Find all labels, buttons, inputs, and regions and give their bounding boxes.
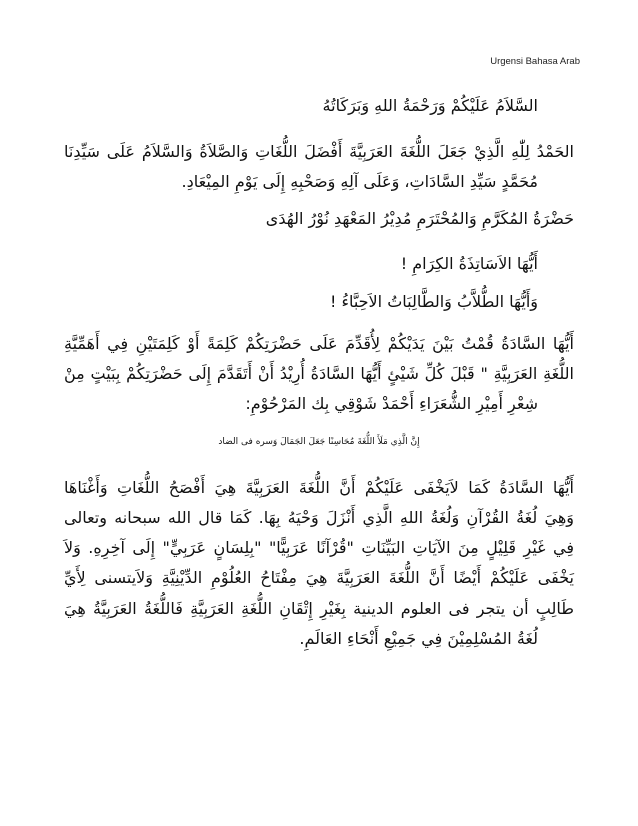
paragraph-1-line-2: اللُّغَةِ العَرَبِيَّةِ " قَبْلَ كُلِّ شَيْئٍ أَيُّهَا السَّادَةُ أُرِيْدُ أَنْ أَتَقَدَّمَ إِلَى حَضْرَتِكُمْ بِبَيْتٍ مِنْ [64, 364, 574, 383]
paragraph-1-line-3: شِعْرِ أَمِيْرِ الشُّعَرَاءِ أَحْمَدْ شَوْقِي بِك المَرْحُوْمِ: [245, 394, 538, 413]
paragraph-2-line-4: يَخْفَى عَلَيْكُمْ أَيْضًا أَنَّ اللُّغَةَ العَرَبِيَّةَ هِيَ مِفْتَاحُ العُلُوْمِ الدِّيْنِيَّةِ وَلاَيتسنى لِأَيِّ [64, 568, 574, 587]
opening-greeting: السَّلاَمُ عَلَيْكُمْ وَرَحْمَةُ اللهِ وَبَرَكَاتُهُ [322, 96, 538, 115]
praise-line-1: الحَمْدُ لِلّٰهِ الَّذِيْ جَعَلَ اللُّغَةَ العَرَبِيَّةَ أَفْضَلَ اللُّغَاتِ وَالصَّلاَةُ وَالسَّلاَمُ عَلَى سَيِّدِنَا [64, 142, 574, 161]
page-header: Urgensi Bahasa Arab [490, 56, 580, 67]
address-teachers: أَيُّهَا الاَسَاتِذَةُ الكِرَامِ ! [400, 254, 538, 273]
paragraph-2-line-6: لُغَةُ المُسْلِمِيْنَ فِي جَمِيْعِ أَنْحَاءِ العَالَمِ. [299, 629, 538, 648]
paragraph-1-line-1: أَيُّهَا السَّادَةُ قُمْتُ بَيْنَ يَدَيْكُمْ لِأُقَدِّمَ عَلَى حَضْرَتِكُمْ كَلِمَةً أَوْ كَلِمَتَيْنِ فِي أَهَمِّيَّةِ [64, 334, 574, 353]
poem-verse: إِنَّ الَّذِي مَلَأَ اللُّغَةَ مُحَاسِنًا جَعَلَ الجَمَالَ وَسره فى الضاد [218, 437, 420, 447]
paragraph-2-line-2: وَهِيَ لُغَةُ القُرْآنِ وَلُغَةُ اللهِ الَّذِي أَنْزَلَ وَحْيَهُ بِهَا. كَمَا قال الله سبحانه وتعالى [64, 508, 574, 527]
address-director: حَضْرَةُ المُكَرَّمِ وَالمُحْتَرَمِ مُدِيْرُ المَعْهَدِ نُوْرُ الهُدَى [265, 209, 574, 228]
address-students: وَأَيُّهَا الطُّلاَّبُ وَالطَّالِبَاتُ الاَحِبَّاءُ ! [329, 292, 538, 311]
paragraph-2-line-3: فِي غَيْرِ قَلِيْلٍ مِنَ الآيَاتِ البَيِّنَاتِ "قُرْآنًا عَرَبِيًّا" "بِلِسَانٍ عَرَبِيٍّ" إِلَى آخِرِهِ. وَلاَ [64, 538, 574, 557]
paragraph-2-line-1: أَيُّهَا السَّادَةُ كَمَا لاَيَخْفَى عَلَيْكُمْ أَنَّ اللُّغَةَ العَرَبِيَّةَ هِيَ أَفْصَحُ اللُّغَاتِ وَأَغْنَاهَا [64, 478, 574, 497]
paragraph-2-line-5: طَالِبٍ أن يتجر فى العلوم الدينية بِغَيْرِ إِتْقَانِ اللُّغَةِ العَرَبِيَّةِ فَاللُّغَةُ العَرَبِيَّةُ هِيَ [64, 599, 574, 618]
praise-line-2: مُحَمَّدٍ سَيِّدِ السَّادَاتِ، وَعَلَى آلِهِ وَصَحْبِهِ إِلَى يَوْمِ المِيْعَادِ. [181, 172, 538, 191]
